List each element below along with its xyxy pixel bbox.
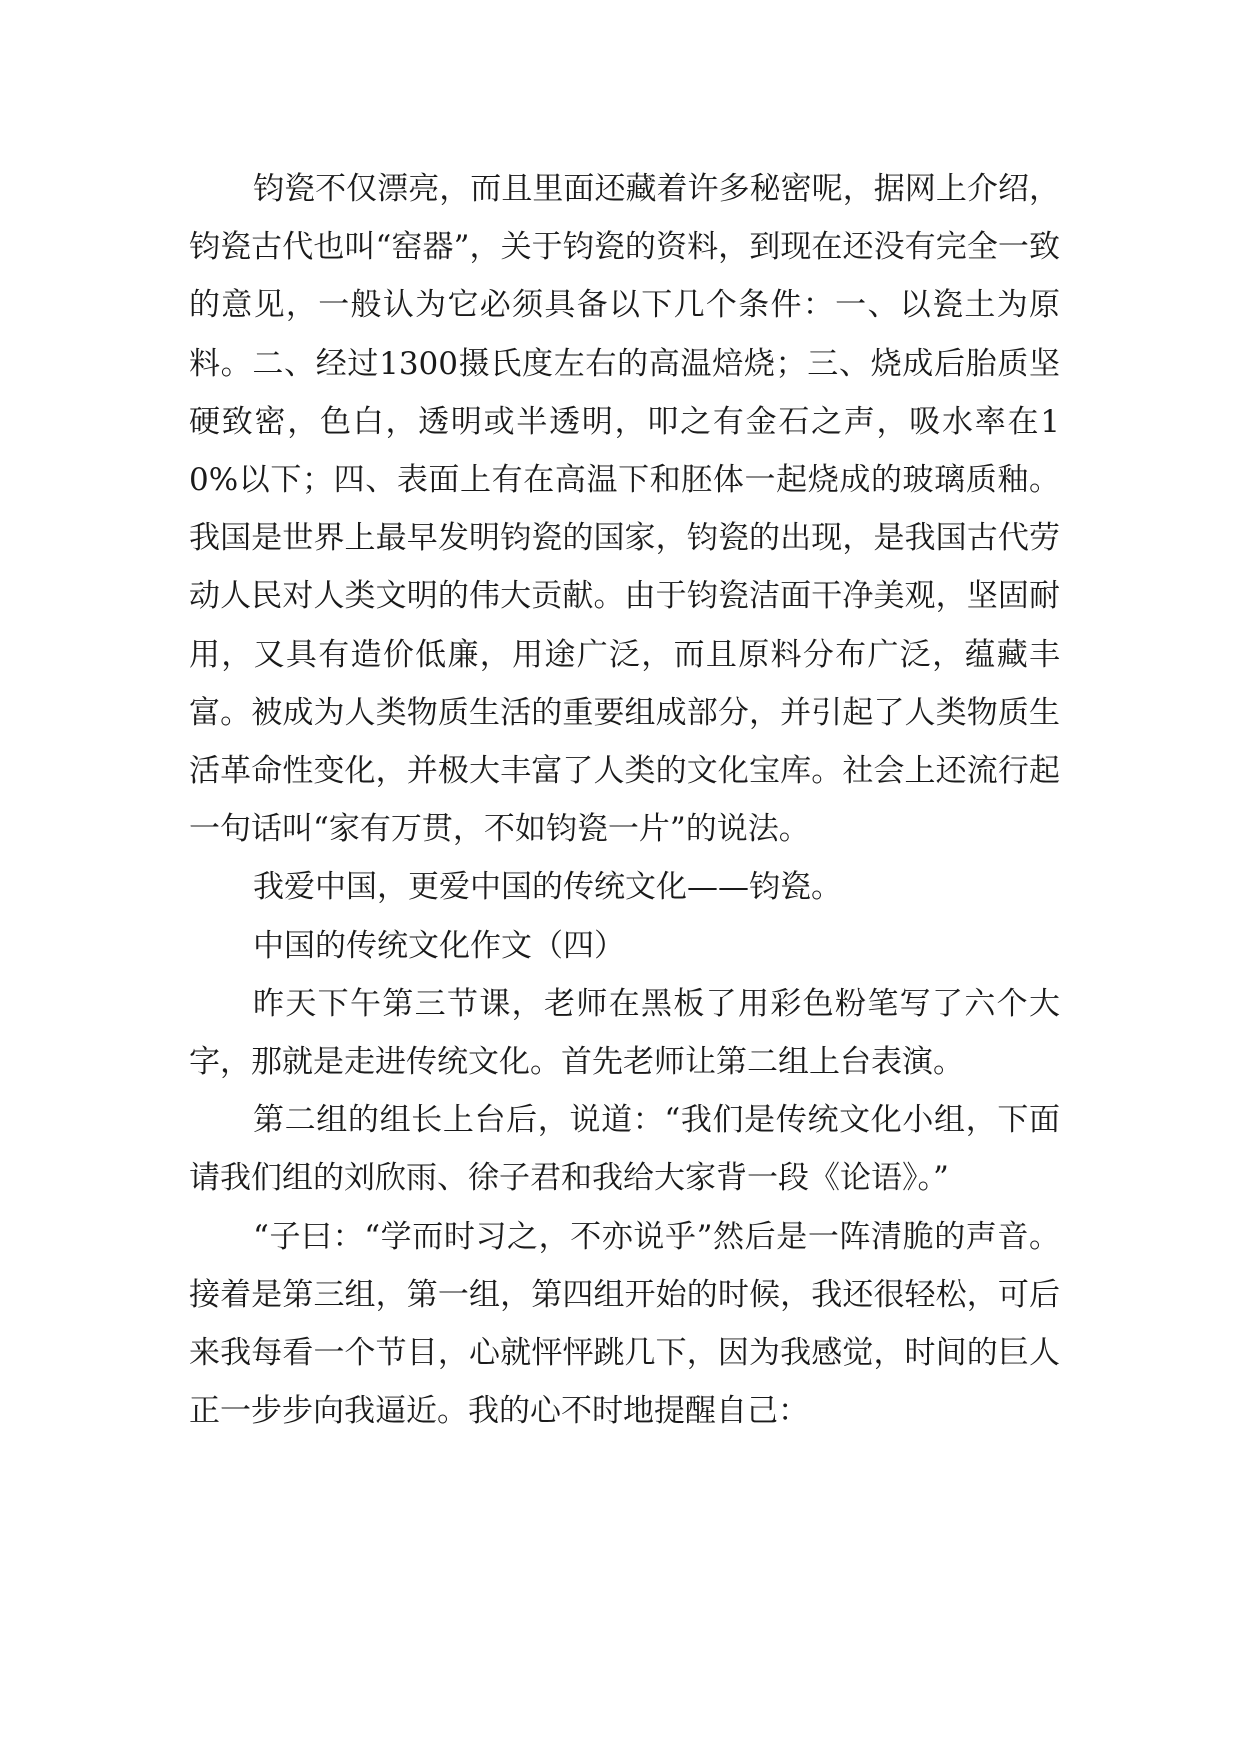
paragraph-love-china: 我爱中国，更爱中国的传统文化——钧瓷。 bbox=[253, 869, 842, 906]
paragraph-class-story: 昨天下午第三节课，老师在黑板了用彩色粉笔写了六个大字，那就是走进传统文化。首先老师让第二组上台表演。 bbox=[189, 985, 1060, 1081]
paragraph-analects: “子曰：“学而时习之，不亦说乎”然后是一阵清脆的声音。接着是第三组，第一组，第四组开始的时候，我还很轻松，可后来我每看一个节目，心就怦怦跳几下，因为我感觉，时间的巨人正一步步向我逼近。我的心不时地提醒自己： bbox=[189, 1218, 1060, 1430]
section-heading: 中国的传统文化作文（四） bbox=[253, 927, 625, 964]
paragraph-group-two: 第二组的组长上台后，说道：“我们是传统文化小组，下面请我们组的刘欣雨、徐子君和我给大家背一段《论语》。” bbox=[189, 1102, 1060, 1197]
document-page bbox=[189, 160, 1060, 1440]
paragraph-jun-porcelain-intro: 钧瓷不仅漂亮，而且里面还藏着许多秘密呢，据网上介绍，钧瓷古代也叫“窑器”，关于钧瓷的资料，到现在还没有完全一致的意见，一般认为它必须具备以下几个条件：一、以瓷土为原料。二、经过1300摄氏度左右的高温焙烧；三、烧成后胎质坚硬致密，色白，透明或半透明，叩之有金石之声，吸水率在10%以下；四、表面上有在高温下和胚体一起烧成的玻璃质釉。我国是世界上最早发明钧瓷的国家，钧瓷的出现，是我国古代劳动人民对人类文明的伟大贡献。由于钧瓷洁面干净美观，坚固耐用，又具有造价低廉，用途广泛，而且原料分布广泛，蕴藏丰富。被成为人类物质生活的重要组成部分，并引起了人类物质生活革命性变化，并极大丰富了人类的文化宝库。社会上还流行起一句话叫“家有万贯，不如钧瓷一片”的说法。 bbox=[189, 171, 1060, 848]
